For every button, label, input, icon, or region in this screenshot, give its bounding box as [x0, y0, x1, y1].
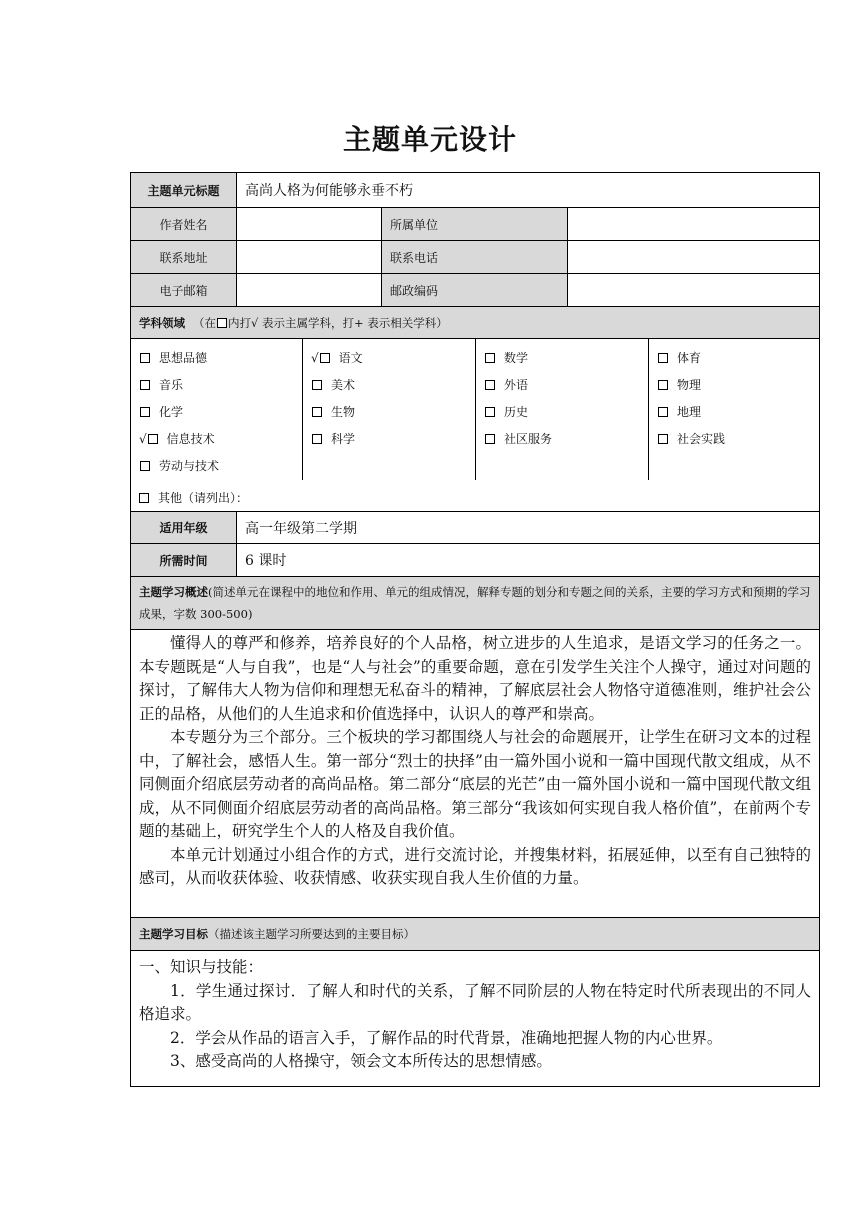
- checkbox-icon: [658, 407, 668, 417]
- phone-label: 联系电话: [382, 241, 568, 273]
- subject-option[interactable]: 科学: [311, 430, 355, 447]
- goals-body: [131, 951, 819, 1086]
- address-row: [131, 241, 819, 274]
- subject-option[interactable]: 生物: [311, 403, 355, 420]
- checkbox-icon: [658, 380, 668, 390]
- author-row: [131, 208, 819, 241]
- checkbox-legend-icon: [217, 318, 227, 328]
- phone-field[interactable]: [568, 241, 819, 273]
- subject-option[interactable]: √ 信息技术: [139, 431, 215, 446]
- subject-option[interactable]: 外语: [484, 376, 528, 393]
- checkbox-icon: [320, 353, 330, 363]
- checkbox-icon: [140, 353, 150, 363]
- checkbox-icon: [485, 434, 495, 444]
- overview-paragraph: 本专题分为三个部分。三个板块的学习都围绕人与社会的命题展开，让学生在研习文本的过程中，了解社会，感悟人生。第一部分“烈士的抉择”由一篇外国小说和一篇中国现代散文组成，从不同侧面介绍底层劳动者的高尚品格。第二部分“底层的光芒”由一篇外国小说和一篇中国现代散文组成，从不同侧面介绍底层劳动者的高尚品格。第三部分“我该如何实现自我人格价值”，在前两个专题的基础上，研究学生个人的人格及自我价值。: [139, 728, 811, 840]
- goals-line: 2．学会从作品的语言入手，了解作品的时代背景，准确地把握人物的内心世界。: [170, 1028, 723, 1047]
- goals-header-note: （描述该主题学习所要达到的主要目标）: [208, 927, 415, 941]
- checkbox-icon: [148, 434, 158, 444]
- email-field[interactable]: [237, 274, 382, 306]
- overview-header-note: (简述单元在课程中的地位和作用、单元的组成情况，解释专题的划分和专题之间的关系，主要的学习方式和预期的学习成果，字数 300-500): [139, 585, 811, 621]
- subject-option[interactable]: 美术: [311, 376, 355, 393]
- subject-option[interactable]: 体育: [657, 349, 701, 366]
- subject-column-2: [303, 339, 476, 480]
- time-row: [131, 544, 819, 577]
- subject-header-note: （在: [193, 315, 216, 330]
- design-form: [130, 172, 820, 1087]
- unit-label: 所属单位: [382, 208, 568, 240]
- subject-option[interactable]: 社会实践: [657, 430, 725, 447]
- overview-paragraph: 本单元计划通过小组合作的方式，进行交流讨论，并搜集材料，拓展延伸，以至有自己独特的感司，从而收获体验、收获情感、收获实现自我人生价值的力量。: [139, 845, 811, 887]
- checkbox-icon: [312, 380, 322, 390]
- grade-row: [131, 512, 819, 544]
- postcode-field[interactable]: [568, 274, 819, 306]
- email-row: [131, 274, 819, 307]
- unit-title-row: [131, 173, 819, 208]
- subject-header-row: [131, 307, 819, 339]
- subject-option[interactable]: 数学: [484, 349, 528, 366]
- subject-option[interactable]: √ 语文: [311, 350, 363, 365]
- goals-header-title: 主题学习目标: [139, 927, 208, 941]
- checkbox-icon: [485, 353, 495, 363]
- subject-column-1: [131, 339, 303, 480]
- checkbox-icon: [658, 434, 668, 444]
- grade-label: 适用年级: [131, 512, 237, 543]
- checkbox-icon: [312, 434, 322, 444]
- checkbox-icon: [140, 380, 150, 390]
- subject-option[interactable]: 地理: [657, 403, 701, 420]
- checkbox-icon: [140, 407, 150, 417]
- subject-other[interactable]: 其他（请列出）：: [139, 489, 248, 506]
- goals-header-row: [131, 918, 819, 951]
- postcode-label: 邮政编码: [382, 274, 568, 306]
- author-field[interactable]: [237, 208, 382, 240]
- overview-header-title: 主题学习概述: [139, 585, 208, 599]
- overview-header: [131, 577, 819, 629]
- page-title: 主题单元设计: [342, 123, 517, 156]
- subject-option[interactable]: 社区服务: [484, 430, 552, 447]
- goals-line: 3、感受高尚的人格操守，领会文本所传达的思想情感。: [170, 1052, 552, 1070]
- unit-title-value[interactable]: 高尚人格为何能够永垂不朽: [245, 183, 413, 199]
- overview-paragraph: 懂得人的尊严和修养，培养良好的个人品格，树立进步的人生追求，是语文学习的任务之一。本专题既是“人与自我”，也是“人与社会”的重要命题，意在引发学生关注个人操守，通过对问题的探讨，了解伟大人物为信仰和理想无私奋斗的精神，了解底层社会人物恪守道德准则，维护社会公正的品格，从他们的人生追求和价值选择中，认识人的尊严和崇高。: [139, 634, 811, 723]
- subject-grid: [131, 339, 819, 512]
- overview-header-row: [131, 577, 819, 630]
- checkbox-icon: [485, 380, 495, 390]
- address-label: 联系地址: [131, 241, 237, 273]
- email-label: 电子邮箱: [131, 274, 237, 306]
- subject-option[interactable]: 历史: [484, 403, 528, 420]
- goals-line: 1．学生通过探讨．了解人和时代的关系，了解不同阶层的人物在特定时代所表现出的不同人格追求。: [139, 981, 811, 1023]
- address-field[interactable]: [237, 241, 382, 273]
- subject-option[interactable]: 思想品德: [139, 349, 207, 366]
- subject-option[interactable]: 劳动与技术: [139, 457, 219, 474]
- checkbox-icon: [140, 461, 150, 471]
- checkbox-icon: [485, 407, 495, 417]
- subject-header-title: 学科领域: [139, 315, 185, 330]
- subject-option[interactable]: 音乐: [139, 376, 183, 393]
- time-value[interactable]: 6 课时: [245, 553, 287, 569]
- checkbox-icon: [658, 353, 668, 363]
- subject-option[interactable]: 物理: [657, 376, 701, 393]
- subject-option[interactable]: 化学: [139, 403, 183, 420]
- subject-header-note-2: 内打√ 表示主属学科，打+ 表示相关学科）: [228, 315, 448, 330]
- grade-value[interactable]: 高一年级第二学期: [245, 520, 357, 537]
- time-label: 所需时间: [131, 544, 237, 576]
- overview-body: [131, 630, 819, 918]
- subject-column-4: [649, 339, 819, 480]
- subject-header: [131, 307, 819, 338]
- subject-column-3: [476, 339, 649, 480]
- author-label: 作者姓名: [131, 208, 237, 240]
- unit-title-label: 主题单元标题: [131, 173, 237, 207]
- checkbox-icon: [312, 407, 322, 417]
- unit-field[interactable]: [568, 208, 819, 240]
- checkbox-icon: [139, 493, 149, 503]
- goals-header: [131, 918, 819, 950]
- goals-line: 一、知识与技能：: [139, 958, 264, 976]
